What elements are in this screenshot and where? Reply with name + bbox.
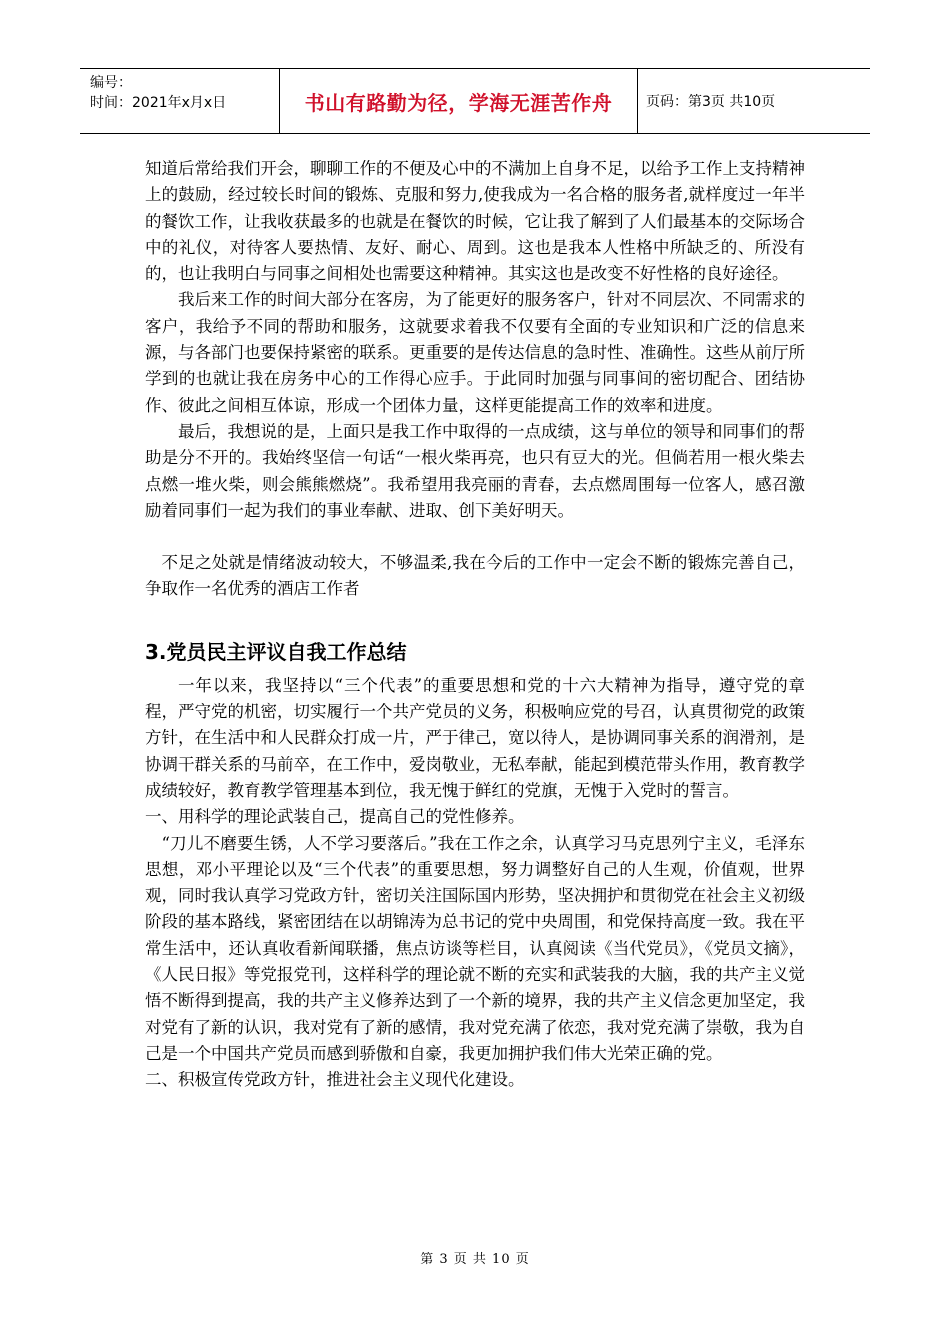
body-paragraph: 不足之处就是情绪波动较大，不够温柔,我在今后的工作中一定会不断的锻炼完善自己，争取作一名优秀的酒店工作者: [145, 553, 805, 599]
page-footer: 第 3 页 共 10 页: [420, 1252, 530, 1267]
header-meta: [80, 69, 280, 133]
body-paragraph: 最后，我想说的是，上面只是我工作中取得的一点成绩，这与单位的领导和同事们的帮助是分不开的。我始终坚信一句话“一根火柴再亮，也只有豆大的光。但倘若用一根火柴去点燃一堆火柴，则会熊熊燃烧”。我希望用我亮丽的青春，去点燃周围每一位客人，感召激励着同事们一起为我们的事业奉献、进取、创下美好明天。: [145, 421, 805, 520]
header-motto-cell: [280, 69, 638, 133]
header-page-info: 页码：第3页 共10页: [646, 94, 776, 110]
document-number-label: 编号：: [90, 75, 132, 91]
body-paragraph: 知道后常给我们开会，聊聊工作的不便及心中的不满加上自身不足，以给予工作上支持精神上的鼓励，经过较长时间的锻炼、克服和努力,使我成为一名合格的服务者,就样度过一年半的餐饮工作，让我收获最多的也就是在餐饮的时候，它让我了解到了人们最基本的交际场合中的礼仪，对待客人要热情、友好、耐心、周到。这也是我本人性格中所缺乏的、所没有的，也让我明白与同事之间相处也需要这种精神。其实这也是改变不好性格的良好途径。: [145, 159, 805, 284]
section-title: 3.党员民主评议自我工作总结: [145, 639, 407, 664]
page-header: [80, 68, 870, 134]
document-body: [145, 156, 805, 1094]
paragraph-gap: [145, 603, 805, 629]
paragraph-gap: [145, 524, 805, 550]
section-paragraph: 一年以来，我坚持以“三个代表”的重要思想和党的十六大精神为指导，遵守党的章程，严守党的机密，切实履行一个共产党员的义务，积极响应党的号召，认真贯彻党的政策方针，在生活中和人民群众打成一片，严于律己，宽以待人，是协调同事关系的润滑剂，是协调干群关系的马前卒，在工作中，爱岗敬业，无私奉献，能起到模范带头作用，教育教学成绩较好，教育教学管理基本到位，我无愧于鲜红的党旗，无愧于入党时的誓言。: [145, 675, 805, 800]
section-subheading: 一、用科学的理论武装自己，提高自己的党性修养。: [145, 807, 525, 827]
document-time-label: 时间：2021年x月x日: [90, 95, 227, 111]
header-motto: 书山有路勤为径，学海无涯苦作舟: [304, 90, 613, 115]
body-paragraph: 我后来工作的时间大部分在客房，为了能更好的服务客户，针对不同层次、不同需求的客户，我给予不同的帮助和服务，这就要求着我不仅要有全面的专业知识和广泛的信息来源，与各部门也要保持紧密的联系。更重要的是传达信息的急时性、准确性。这些从前厅所学到的也就让我在房务中心的工作得心应手。于此同时加强与同事间的密切配合、团结协作、彼此之间相互体谅，形成一个团体力量，这样更能提高工作的效率和进度。: [145, 290, 805, 415]
section-paragraph: “刀儿不磨要生锈，人不学习要落后。”我在工作之余，认真学习马克思列宁主义，毛泽东思想，邓小平理论以及“三个代表”的重要思想，努力调整好自己的人生观，价值观，世界观，同时我认真学习党政方针，密切关注国际国内形势，坚决拥护和贯彻党在社会主义初级阶段的基本路线，紧密团结在以胡锦涛为总书记的党中央周围，和党保持高度一致。我在平常生活中，还认真收看新闻联播，焦点访谈等栏目，认真阅读《当代党员》，《党员文摘》，《人民日报》等党报党刊，这样科学的理论就不断的充实和武装我的大脑，我的共产主义觉悟不断得到提高，我的共产主义修养达到了一个新的境界，我的共产主义信念更加坚定，我对党有了新的认识，我对党有了新的感情，我对党充满了依恋，我对党充满了崇敬，我为自己是一个中国共产党员而感到骄傲和自豪，我更加拥护我们伟大光荣正确的党。: [145, 833, 805, 1063]
section-subheading: 二、积极宣传党政方针，推进社会主义现代化建设。: [145, 1070, 525, 1090]
